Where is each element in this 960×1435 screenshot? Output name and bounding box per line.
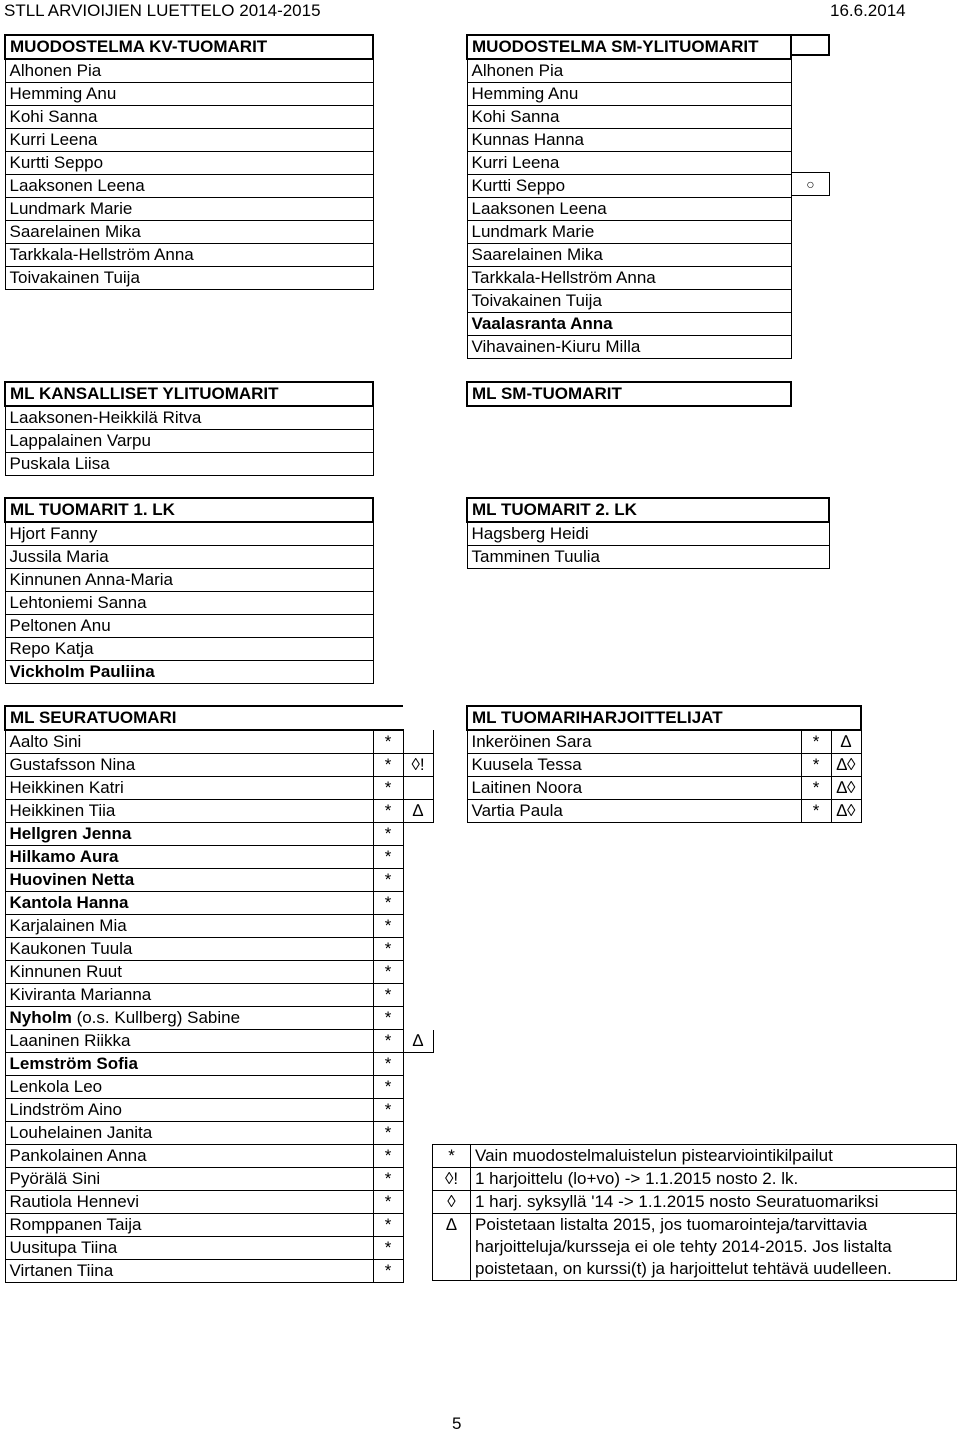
star-mark: * xyxy=(801,800,831,823)
list-item: Heikkinen Katri xyxy=(5,777,373,800)
list-item: Peltonen Anu xyxy=(5,615,373,638)
list-item: Louhelainen Janita xyxy=(5,1122,373,1145)
legend-symbol: ◊ xyxy=(433,1191,471,1214)
list-item: Virtanen Tiina xyxy=(5,1260,373,1283)
list-item: Alhonen Pia xyxy=(5,59,373,83)
list-item: Rautiola Hennevi xyxy=(5,1191,373,1214)
list-item: Vartia Paula xyxy=(467,800,801,823)
ml-tuomariharjoittelijat-table xyxy=(466,705,862,823)
list-item: Toivakainen Tuija xyxy=(5,267,373,290)
list-item: Kunnas Hanna xyxy=(467,129,791,152)
document-date: 16.6.2014 xyxy=(830,1,906,20)
section-title: MUODOSTELMA KV-TUOMARIT xyxy=(5,35,373,59)
list-item: Puskala Liisa xyxy=(5,453,373,476)
star-mark: * xyxy=(801,730,831,754)
list-item: Pankolainen Anna xyxy=(5,1145,373,1168)
ml-tuomarit-1lk-table xyxy=(4,497,374,684)
star-mark: * xyxy=(373,1030,403,1053)
list-item: Laaksonen Leena xyxy=(467,198,791,221)
legend-text: poistetaan, on kurssi(t) ja harjoittelut tehtävä uudelleen. xyxy=(471,1258,957,1281)
list-item: Lenkola Leo xyxy=(5,1076,373,1099)
legend-text: Vain muodostelmaluistelun pistearviointikilpailut xyxy=(471,1145,957,1168)
section-title: ML TUOMARIT 2. LK xyxy=(467,498,829,522)
list-item: Laaksonen-Heikkilä Ritva xyxy=(5,406,373,430)
list-item: Gustafsson Nina xyxy=(5,754,373,777)
legend-text: 1 harjoittelu (lo+vo) -> 1.1.2015 nosto 2. lk. xyxy=(471,1168,957,1191)
list-item: Hemming Anu xyxy=(5,83,373,106)
sm-ylituomarit-table xyxy=(466,34,792,359)
legend-table xyxy=(432,1144,957,1281)
list-item: Kurri Leena xyxy=(467,152,791,175)
list-item: Repo Katja xyxy=(5,638,373,661)
list-item xyxy=(5,1007,373,1030)
section-title: ML TUOMARIT 1. LK xyxy=(5,498,373,522)
list-item: Kurri Leena xyxy=(5,129,373,152)
star-mark: * xyxy=(373,1099,403,1122)
star-mark: * xyxy=(373,869,403,892)
star-mark: * xyxy=(801,777,831,800)
star-mark: * xyxy=(801,754,831,777)
list-item: Lappalainen Varpu xyxy=(5,430,373,453)
legend-symbol: ∆ xyxy=(433,1214,471,1237)
star-mark: * xyxy=(373,823,403,846)
ml-sm-table xyxy=(466,381,792,407)
star-mark: * xyxy=(373,730,403,754)
circle-mark: ○ xyxy=(792,172,830,196)
list-item: Saarelainen Mika xyxy=(5,221,373,244)
section-title: ML KANSALLISET YLITUOMARIT xyxy=(5,382,373,406)
status-mark: ∆◊ xyxy=(831,777,861,800)
star-mark: * xyxy=(373,1145,403,1168)
legend-text: 1 harj. syksyllä '14 -> 1.1.2015 nosto Seuratuomariksi xyxy=(471,1191,957,1214)
status-mark: ∆◊ xyxy=(831,800,861,823)
list-item: Kurtti Seppo xyxy=(5,152,373,175)
name-rest-part: (o.s. Kullberg) Sabine xyxy=(71,1008,241,1027)
ml-tuomarit-2lk-table xyxy=(466,497,830,569)
star-mark: * xyxy=(373,800,403,823)
legend-text: Poistetaan listalta 2015, jos tuomarointeja/tarvittavia xyxy=(471,1214,957,1237)
list-item: Alhonen Pia xyxy=(467,59,791,83)
list-item: Jussila Maria xyxy=(5,546,373,569)
section-title: ML TUOMARIHARJOITTELIJAT xyxy=(467,706,861,730)
star-mark: * xyxy=(373,892,403,915)
list-item: Lundmark Marie xyxy=(467,221,791,244)
list-item: Toivakainen Tuija xyxy=(467,290,791,313)
star-mark: * xyxy=(373,1007,403,1030)
list-item: Laaksonen Leena xyxy=(5,175,373,198)
star-mark: * xyxy=(373,1053,403,1076)
list-item: Kinnunen Ruut xyxy=(5,961,373,984)
star-mark: * xyxy=(373,961,403,984)
status-mark: ◊! xyxy=(403,754,433,777)
list-item: Kohi Sanna xyxy=(5,106,373,129)
list-item: Kurtti Seppo xyxy=(467,175,791,198)
sm-title-extra-cell xyxy=(792,34,830,56)
legend-symbol xyxy=(433,1258,471,1281)
status-mark: ∆ xyxy=(403,800,433,823)
star-mark: * xyxy=(373,1214,403,1237)
list-item: Lemström Sofia xyxy=(5,1053,373,1076)
kv-tuomarit-table xyxy=(4,34,374,290)
star-mark: * xyxy=(373,1122,403,1145)
list-item: Lundmark Marie xyxy=(5,198,373,221)
list-item: Romppanen Taija xyxy=(5,1214,373,1237)
list-item: Kantola Hanna xyxy=(5,892,373,915)
list-item: Vickholm Pauliina xyxy=(5,661,373,684)
section-title: MUODOSTELMA SM-YLITUOMARIT xyxy=(467,35,791,59)
ml-seuratuomari-table xyxy=(4,705,434,1283)
name-bold-part: Nyholm xyxy=(9,1008,72,1027)
list-item: Hagsberg Heidi xyxy=(467,522,829,546)
status-mark: ∆◊ xyxy=(831,754,861,777)
status-mark xyxy=(403,730,433,754)
list-item: Saarelainen Mika xyxy=(467,244,791,267)
list-item: Laaninen Riikka xyxy=(5,1030,373,1053)
star-mark: * xyxy=(373,1260,403,1283)
star-mark: * xyxy=(373,938,403,961)
section-title: ML SEURATUOMARI xyxy=(5,706,403,730)
star-mark: * xyxy=(373,1168,403,1191)
list-item: Hellgren Jenna xyxy=(5,823,373,846)
star-mark: * xyxy=(373,915,403,938)
list-item: Vaalasranta Anna xyxy=(467,313,791,336)
legend-symbol: ◊! xyxy=(433,1168,471,1191)
legend-text: harjoitteluja/kursseja ei ole tehty 2014-2015. Jos listalta xyxy=(471,1236,957,1258)
list-item: Karjalainen Mia xyxy=(5,915,373,938)
list-item: Hilkamo Aura xyxy=(5,846,373,869)
star-mark: * xyxy=(373,754,403,777)
star-mark: * xyxy=(373,1191,403,1214)
page-number: 5 xyxy=(452,1414,462,1433)
list-item: Tarkkala-Hellström Anna xyxy=(5,244,373,267)
star-mark: * xyxy=(373,984,403,1007)
list-item: Kinnunen Anna-Maria xyxy=(5,569,373,592)
document-title: STLL ARVIOIJIEN LUETTELO 2014-2015 xyxy=(4,1,321,20)
list-item: Lehtoniemi Sanna xyxy=(5,592,373,615)
list-item: Tarkkala-Hellström Anna xyxy=(467,267,791,290)
list-item: Kiviranta Marianna xyxy=(5,984,373,1007)
list-item: Kohi Sanna xyxy=(467,106,791,129)
status-mark: ∆ xyxy=(831,730,861,754)
list-item: Hemming Anu xyxy=(467,83,791,106)
list-item: Laitinen Noora xyxy=(467,777,801,800)
star-mark: * xyxy=(373,846,403,869)
list-item: Tamminen Tuulia xyxy=(467,546,829,569)
list-item: Uusitupa Tiina xyxy=(5,1237,373,1260)
status-mark xyxy=(403,777,433,800)
star-mark: * xyxy=(373,1076,403,1099)
legend-symbol xyxy=(433,1236,471,1258)
list-item: Hjort Fanny xyxy=(5,522,373,546)
list-item: Inkeröinen Sara xyxy=(467,730,801,754)
list-item: Heikkinen Tiia xyxy=(5,800,373,823)
ml-kansalliset-table xyxy=(4,381,374,476)
status-mark: ∆ xyxy=(403,1030,433,1053)
legend-symbol: * xyxy=(433,1145,471,1168)
section-title: ML SM-TUOMARIT xyxy=(467,382,791,406)
star-mark: * xyxy=(373,777,403,800)
star-mark: * xyxy=(373,1237,403,1260)
list-item: Lindström Aino xyxy=(5,1099,373,1122)
list-item: Kuusela Tessa xyxy=(467,754,801,777)
list-item: Pyörälä Sini xyxy=(5,1168,373,1191)
list-item: Vihavainen-Kiuru Milla xyxy=(467,336,791,359)
list-item: Aalto Sini xyxy=(5,730,373,754)
list-item: Huovinen Netta xyxy=(5,869,373,892)
list-item: Kaukonen Tuula xyxy=(5,938,373,961)
